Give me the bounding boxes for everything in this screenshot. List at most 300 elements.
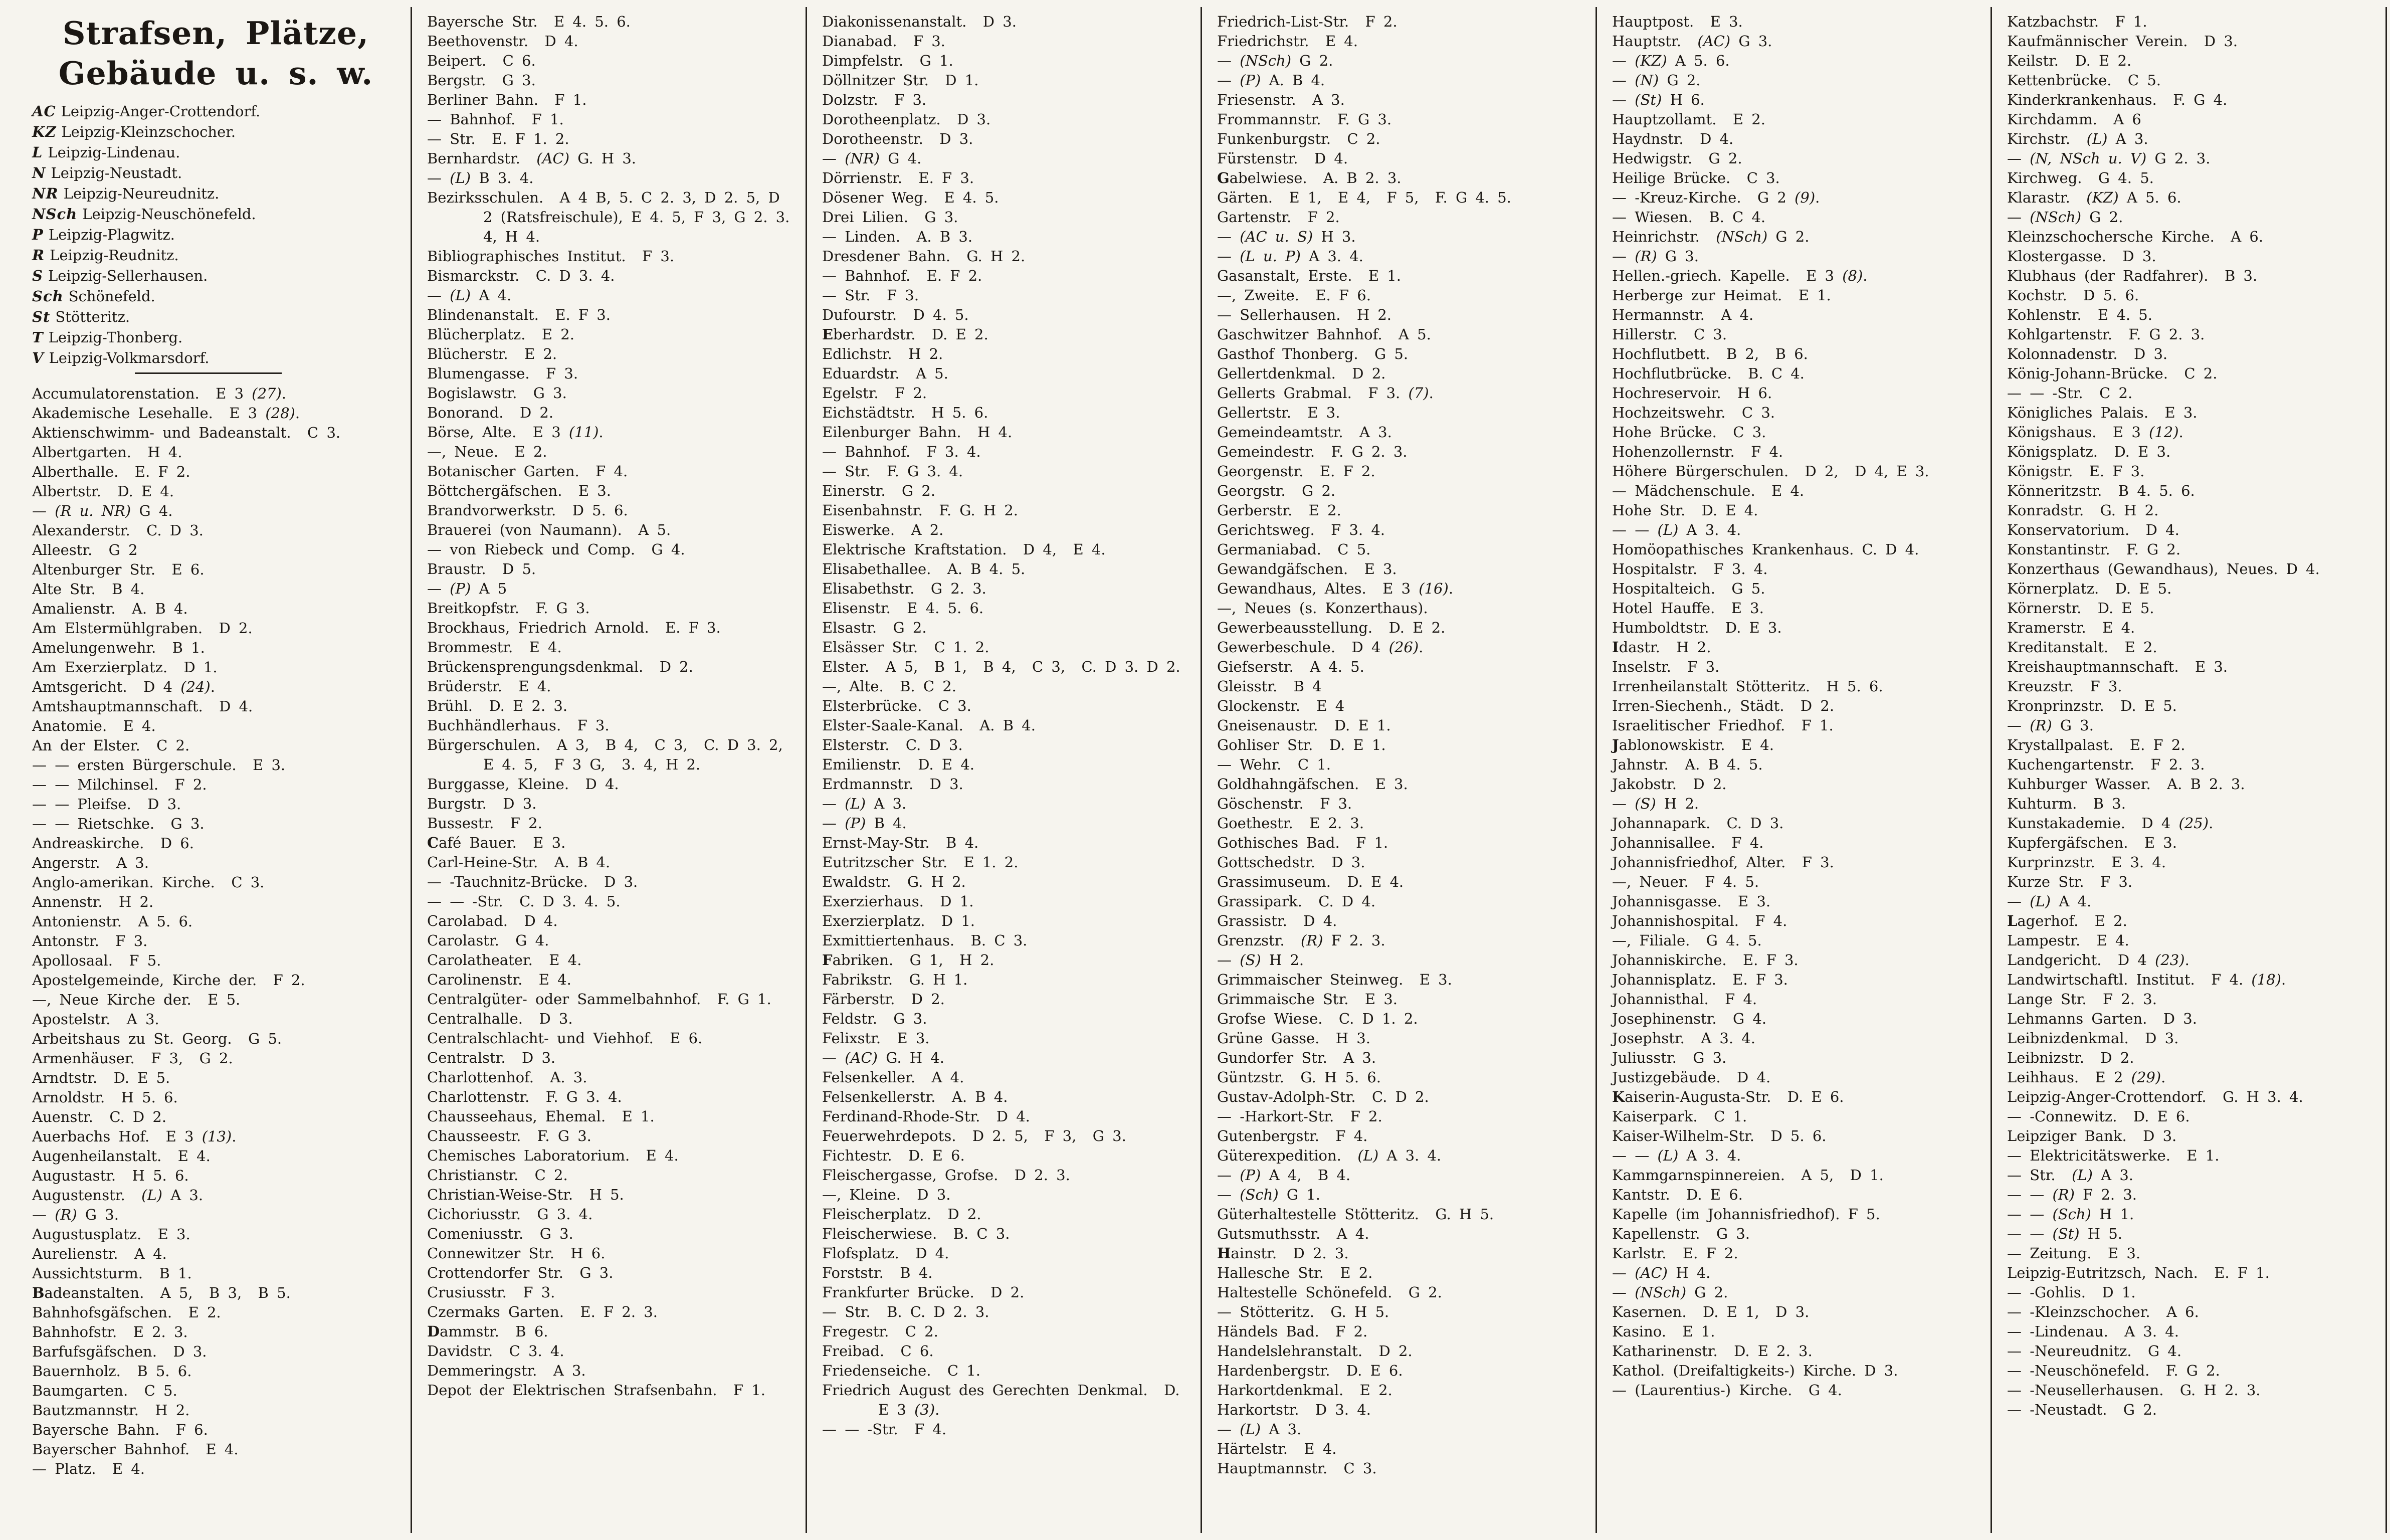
index-entry: Bezirksschulen. A 4 B, 5. C 2. 3, D 2. 5, D 2 (Ratsfreischule), E 4. 5, F 3, G 2. 3. 4, H 4. bbox=[427, 189, 798, 245]
index-entry: Fabriken. G 1, H 2. bbox=[822, 951, 994, 969]
index-entry: Arndtstr. D. E 5. bbox=[32, 1069, 170, 1086]
index-entry: Lampestr. E 4. bbox=[2007, 932, 2129, 949]
index-column-1 bbox=[17, 7, 412, 1533]
index-entry: Elster-Saale-Kanal. A. B 4. bbox=[822, 717, 1036, 734]
index-entry: Comeniusstr. G 3. bbox=[427, 1225, 573, 1242]
index-entry: Harkortstr. D 3. 4. bbox=[1217, 1401, 1371, 1418]
index-entry: Juliusstr. G 3. bbox=[1612, 1049, 1727, 1066]
index-entry: — (L) A 3. bbox=[822, 795, 907, 812]
index-entry: Handelslehranstalt. D 2. bbox=[1217, 1342, 1413, 1360]
index-entry: Kasernen. D. E 1, D 3. bbox=[1612, 1303, 1810, 1320]
index-entry: Centralhalle. D 3. bbox=[427, 1010, 573, 1027]
index-entry: Chausseehaus, Ehemal. E 1. bbox=[427, 1108, 655, 1125]
abbreviation-code: V bbox=[32, 349, 44, 366]
index-entry: Kleinzschochersche Kirche. A 6. bbox=[2007, 228, 2264, 245]
index-entry: Börse, Alte. E 3 (11). bbox=[427, 424, 604, 441]
index-entry: Leibnizdenkmal. D 3. bbox=[2007, 1030, 2179, 1047]
index-entry: Breitkopfstr. F. G 3. bbox=[427, 600, 590, 617]
abbreviation-item bbox=[32, 163, 400, 183]
index-entry: Bogislawstr. G 3. bbox=[427, 384, 567, 402]
index-entry: — (AC u. S) H 3. bbox=[1217, 228, 1356, 245]
index-entry: Kurprinzstr. E 3. 4. bbox=[2007, 854, 2166, 871]
page-title-line2: Gebäude u. s. w. bbox=[58, 55, 373, 92]
index-entry: Bayersche Bahn. F 6. bbox=[32, 1421, 208, 1438]
index-entry: Braustr. D 5. bbox=[427, 560, 536, 578]
index-entry: — (P) A 5 bbox=[427, 580, 507, 597]
index-entry: — (L) A 4. bbox=[2007, 893, 2092, 910]
abbreviation-name: Schönefeld. bbox=[68, 288, 155, 305]
index-entry: Eberhardstr. D. E 2. bbox=[822, 326, 988, 343]
index-entry: Johannapark. C. D 3. bbox=[1612, 815, 1784, 832]
index-entry: — Str. F. G 3. 4. bbox=[822, 463, 963, 480]
index-entry: — (R) G 3. bbox=[2007, 717, 2094, 734]
index-entry: Gellerts Grabmal. F 3. (7). bbox=[1217, 384, 1434, 402]
entry-list bbox=[822, 11, 1189, 1439]
index-entry: Kohlenstr. E 4. 5. bbox=[2007, 306, 2152, 323]
index-entry: Inselstr. F 3. bbox=[1612, 658, 1720, 675]
index-entry: Bahnhofsgäfschen. E 2. bbox=[32, 1304, 221, 1321]
index-entry: Kasino. E 1. bbox=[1612, 1323, 1715, 1340]
index-entry: Johannisallee. F 4. bbox=[1612, 834, 1764, 851]
index-entry: Goldhahngäfschen. E 3. bbox=[1217, 776, 1408, 793]
index-entry: Gewandgäfschen. E 3. bbox=[1217, 560, 1397, 578]
index-entry: Eichstädtstr. H 5. 6. bbox=[822, 404, 988, 421]
abbreviation-item bbox=[32, 183, 400, 204]
index-entry: Dianabad. F 3. bbox=[822, 33, 945, 50]
index-entry: — — (L) A 3. 4. bbox=[1612, 521, 1741, 538]
index-entry: Carolastr. G 4. bbox=[427, 932, 549, 949]
index-entry: Gaschwitzer Bahnhof. A 5. bbox=[1217, 326, 1431, 343]
index-entry: Carolinenstr. E 4. bbox=[427, 971, 571, 988]
index-entry: Dresdener Bahn. G. H 2. bbox=[822, 248, 1026, 265]
index-entry: Kammgarnspinnereien. A 5, D 1. bbox=[1612, 1167, 1884, 1184]
index-entry: Bahnhofstr. E 2. 3. bbox=[32, 1323, 188, 1340]
index-entry: Ewaldstr. G. H 2. bbox=[822, 873, 966, 890]
index-entry: Anatomie. E 4. bbox=[32, 717, 156, 734]
entry-list bbox=[2007, 11, 2374, 1420]
index-entry: Kirchstr. (L) A 3. bbox=[2007, 130, 2148, 147]
index-entry: Brommestr. E 4. bbox=[427, 639, 562, 656]
index-entry: Hillerstr. C 3. bbox=[1612, 326, 1727, 343]
abbreviation-code: Sch bbox=[32, 288, 64, 305]
index-entry: —, Neuer. F 4. 5. bbox=[1612, 873, 1759, 890]
index-entry: Dörrienstr. E. F 3. bbox=[822, 169, 974, 186]
abbreviation-code: N bbox=[32, 164, 46, 181]
index-entry: Angerstr. A 3. bbox=[32, 854, 149, 871]
index-entry: Albertstr. D. E 4. bbox=[32, 483, 174, 500]
index-entry: Kuhturm. B 3. bbox=[2007, 795, 2126, 812]
index-entry: Dösener Weg. E 4. 5. bbox=[822, 189, 999, 206]
index-entry: Hotel Hauffe. E 3. bbox=[1612, 600, 1764, 617]
index-entry: — von Riebeck und Comp. G 4. bbox=[427, 541, 685, 558]
index-entry: Augustastr. H 5. 6. bbox=[32, 1167, 189, 1184]
index-entry: Fichtestr. D. E 6. bbox=[822, 1147, 965, 1164]
index-entry: Leibnizstr. D 2. bbox=[2007, 1049, 2134, 1066]
index-entry: Konzerthaus (Gewandhaus), Neues. D 4. bbox=[2007, 560, 2320, 578]
index-entry: Hauptpost. E 3. bbox=[1612, 13, 1743, 30]
index-entry: Apostelstr. A 3. bbox=[32, 1011, 159, 1028]
index-entry: Konstantinstr. F. G 2. bbox=[2007, 541, 2181, 558]
index-entry: — — -Str. F 4. bbox=[822, 1421, 947, 1438]
index-entry: Humboldtstr. D. E 3. bbox=[1612, 619, 1782, 636]
index-entry: — Linden. A. B 3. bbox=[822, 228, 973, 245]
index-entry: Bibliographisches Institut. F 3. bbox=[427, 248, 675, 265]
index-entry: Amtshauptmannschaft. D 4. bbox=[32, 698, 253, 715]
index-entry: Bussestr. F 2. bbox=[427, 815, 542, 832]
index-entry: Am Elstermühlgraben. D 2. bbox=[32, 620, 253, 637]
index-entry: Germaniabad. C 5. bbox=[1217, 541, 1371, 558]
index-entry: Eutritzscher Str. E 1. 2. bbox=[822, 854, 1019, 871]
index-entry: Hermannstr. A 4. bbox=[1612, 306, 1754, 323]
index-entry: Johannisplatz. E. F 3. bbox=[1612, 971, 1788, 988]
index-entry: Eiswerke. A 2. bbox=[822, 521, 944, 538]
index-entry: Beipert. C 6. bbox=[427, 52, 536, 69]
index-entry: Frankfurter Brücke. D 2. bbox=[822, 1284, 1025, 1301]
abbreviation-code: St bbox=[32, 308, 51, 325]
index-entry: Feuerwehrdepots. D 2. 5, F 3, G 3. bbox=[822, 1127, 1126, 1144]
index-entry: Elsterstr. C. D 3. bbox=[822, 736, 963, 753]
index-entry: Hochflutbett. B 2, B 6. bbox=[1612, 345, 1808, 362]
index-entry: Gothisches Bad. F 1. bbox=[1217, 834, 1388, 851]
index-entry: — (St) H 6. bbox=[1612, 91, 1705, 108]
index-entry: Lagerhof. E 2. bbox=[2007, 912, 2127, 929]
index-entry: —, Neue Kirche der. E 5. bbox=[32, 991, 241, 1008]
index-entry: —, Filiale. G 4. 5. bbox=[1612, 932, 1762, 949]
legend-divider bbox=[135, 372, 282, 374]
index-entry: Könneritzstr. B 4. 5. 6. bbox=[2007, 482, 2195, 499]
index-entry: Kuchengartenstr. F 2. 3. bbox=[2007, 756, 2205, 773]
abbreviation-code: R bbox=[32, 247, 45, 264]
index-entry: Johannisfriedhof, Alter. F 3. bbox=[1612, 854, 1834, 871]
index-entry: — (KZ) A 5. 6. bbox=[1612, 52, 1730, 69]
index-entry: Katzbachstr. F 1. bbox=[2007, 13, 2147, 30]
index-entry: Bernhardstr. (AC) G. H 3. bbox=[427, 150, 637, 167]
index-entry: — — ersten Bürgerschule. E 3. bbox=[32, 756, 286, 774]
index-entry: — Wiesen. B. C 4. bbox=[1612, 209, 1766, 226]
index-entry: Königstr. E. F 3. bbox=[2007, 463, 2145, 480]
index-entry: Grimmaischer Steinweg. E 3. bbox=[1217, 971, 1452, 988]
index-entry: Chemisches Laboratorium. E 4. bbox=[427, 1147, 679, 1164]
index-entry: Grüne Gasse. H 3. bbox=[1217, 1030, 1370, 1047]
index-entry: Drei Lilien. G 3. bbox=[822, 209, 958, 226]
index-entry: Brühl. D. E 2. 3. bbox=[427, 697, 568, 714]
abbreviation-name: Leipzig-Reudnitz. bbox=[50, 247, 179, 264]
index-entry: Gewandhaus, Altes. E 3 (16). bbox=[1217, 580, 1454, 597]
index-entry: Gewerbeausstellung. D. E 2. bbox=[1217, 619, 1446, 636]
index-entry: Aktienschwimm- und Badeanstalt. C 3. bbox=[32, 424, 341, 441]
index-entry: — (N) G 2. bbox=[1612, 72, 1701, 89]
index-entry: —, Alte. B. C 2. bbox=[822, 678, 956, 695]
index-entry: — — (Sch) H 1. bbox=[2007, 1206, 2134, 1223]
index-entry: — (AC) H 4. bbox=[1612, 1264, 1711, 1281]
index-entry: Elsässer Str. C 1. 2. bbox=[822, 639, 989, 656]
index-entry: Exerzierplatz. D 1. bbox=[822, 912, 975, 929]
index-entry: Hauptstr. (AC) G 3. bbox=[1612, 33, 1772, 50]
index-entry: Georgstr. G 2. bbox=[1217, 482, 1336, 499]
index-entry: Heilige Brücke. C 3. bbox=[1612, 169, 1780, 186]
index-entry: Gärten. E 1, E 4, F 5, F. G 4. 5. bbox=[1217, 189, 1511, 206]
index-entry: Albertgarten. H 4. bbox=[32, 444, 182, 461]
index-entry: Gottschedstr. D 3. bbox=[1217, 854, 1365, 871]
index-entry: Gundorfer Str. A 3. bbox=[1217, 1049, 1376, 1066]
page-title: Strafsen, Plätze, bbox=[63, 15, 369, 52]
index-column-2 bbox=[412, 7, 807, 1533]
index-entry: Elektrische Kraftstation. D 4, E 4. bbox=[822, 541, 1106, 558]
index-entry: Klarastr. (KZ) A 5. 6. bbox=[2007, 189, 2181, 206]
index-entry: Blindenanstalt. E. F 3. bbox=[427, 306, 611, 323]
index-entry: Dimpfelstr. G 1. bbox=[822, 52, 953, 69]
index-entry: — (NSch) G 2. bbox=[2007, 209, 2123, 226]
index-entry: Jablonowskistr. E 4. bbox=[1612, 736, 1774, 753]
index-entry: — (L u. P) A 3. 4. bbox=[1217, 248, 1363, 265]
index-entry: Am Exerzierplatz. D 1. bbox=[32, 659, 218, 676]
index-entry: Böttchergäfschen. E 3. bbox=[427, 482, 611, 499]
index-entry: Irren-Siechenh., Städt. D 2. bbox=[1612, 697, 1835, 714]
index-entry: — Str. B. C. D 2. 3. bbox=[822, 1303, 989, 1320]
index-entry: Klubhaus (der Radfahrer). B 3. bbox=[2007, 267, 2258, 284]
index-entry: Blumengasse. F 3. bbox=[427, 365, 578, 382]
index-entry: Färberstr. D 2. bbox=[822, 991, 945, 1008]
index-entry: Felixstr. E 3. bbox=[822, 1030, 930, 1047]
index-entry: Döllnitzer Str. D 1. bbox=[822, 72, 979, 89]
index-entry: Aussichtsturm. B 1. bbox=[32, 1265, 192, 1282]
index-entry: Hallesche Str. E 2. bbox=[1217, 1264, 1373, 1281]
index-entry: Depot der Elektrischen Strafsenbahn. F 1. bbox=[427, 1382, 765, 1399]
index-entry: Gneisenaustr. D. E 1. bbox=[1217, 717, 1391, 734]
index-entry: Kathol. (Dreifaltigkeits-) Kirche. D 3. bbox=[1612, 1362, 1898, 1379]
index-entry: Bonorand. D 2. bbox=[427, 404, 554, 421]
index-entry: Landwirtschaftl. Institut. F 4. (18). bbox=[2007, 971, 2286, 988]
index-entry: Idastr. H 2. bbox=[1612, 639, 1711, 656]
abbreviation-code: P bbox=[32, 226, 44, 243]
index-entry: — -Neustadt. G 2. bbox=[2007, 1401, 2157, 1418]
index-entry: Armenhäuser. F 3, G 2. bbox=[32, 1050, 233, 1067]
index-entry: Crottendorfer Str. G 3. bbox=[427, 1264, 614, 1281]
index-entry: — (Sch) G 1. bbox=[1217, 1186, 1320, 1203]
index-entry: — -Kleinzschocher. A 6. bbox=[2007, 1303, 2199, 1320]
index-entry: — Mädchenschule. E 4. bbox=[1612, 482, 1805, 499]
index-entry: Freibad. C 6. bbox=[822, 1342, 934, 1360]
index-entry: Felsenkeller. A 4. bbox=[822, 1069, 964, 1086]
index-entry: Kramerstr. E 4. bbox=[2007, 619, 2135, 636]
index-entry: — (NSch) G 2. bbox=[1612, 1284, 1728, 1301]
index-entry: Kreuzstr. F 3. bbox=[2007, 678, 2122, 695]
index-entry: Krystallpalast. E. F 2. bbox=[2007, 736, 2185, 753]
abbreviation-item bbox=[32, 286, 400, 307]
abbreviation-name: Leipzig-Plagwitz. bbox=[48, 226, 175, 243]
abbreviation-item bbox=[32, 101, 400, 122]
index-entry: Centralgüter- oder Sammelbahnhof. F. G 1. bbox=[427, 991, 771, 1008]
index-entry: — Bahnhof. F 3. 4. bbox=[822, 443, 981, 460]
index-entry: Antonienstr. A 5. 6. bbox=[32, 913, 193, 930]
abbreviation-name: Leipzig-Sellerhausen. bbox=[48, 267, 208, 284]
index-entry: — (N, NSch u. V) G 2. 3. bbox=[2007, 150, 2211, 167]
index-entry: Königsplatz. D. E 3. bbox=[2007, 443, 2171, 460]
index-entry: Hohenzollernstr. F 4. bbox=[1612, 443, 1783, 460]
index-entry: Arnoldstr. H 5. 6. bbox=[32, 1089, 178, 1106]
index-entry: Elsterbrücke. C 3. bbox=[822, 697, 971, 714]
index-entry: Dorotheenstr. D 3. bbox=[822, 130, 973, 147]
index-entry: Fleischerwiese. B. C 3. bbox=[822, 1225, 1010, 1242]
index-entry: Grassimuseum. D. E 4. bbox=[1217, 873, 1404, 890]
index-entry: Kaiserin-Augusta-Str. D. E 6. bbox=[1612, 1088, 1844, 1105]
index-entry: Kochstr. D 5. 6. bbox=[2007, 287, 2139, 304]
index-entry: — (L) B 3. 4. bbox=[427, 169, 534, 186]
index-entry: — (P) B 4. bbox=[822, 815, 907, 832]
index-entry: Gerberstr. E 2. bbox=[1217, 502, 1341, 519]
index-entry: Haydnstr. D 4. bbox=[1612, 130, 1734, 147]
index-entry: — (NR) G 4. bbox=[822, 150, 922, 167]
index-entry: Gasanstalt, Erste. E 1. bbox=[1217, 267, 1401, 284]
index-entry: Kurze Str. F 3. bbox=[2007, 873, 2133, 890]
index-entry: Harkortdenkmal. E 2. bbox=[1217, 1382, 1392, 1399]
abbreviation-code: S bbox=[32, 267, 43, 284]
index-entry: Bauernholz. B 5. 6. bbox=[32, 1363, 192, 1380]
index-entry: Lange Str. F 2. 3. bbox=[2007, 991, 2157, 1008]
abbreviation-item bbox=[32, 122, 400, 142]
index-entry: Elisabethstr. G 2. 3. bbox=[822, 580, 986, 597]
index-entry: Friedrichstr. E 4. bbox=[1217, 33, 1358, 50]
index-entry: Gleisstr. B 4 bbox=[1217, 678, 1322, 695]
index-entry: Göschenstr. F 3. bbox=[1217, 795, 1352, 812]
index-entry: Johannishospital. F 4. bbox=[1612, 912, 1787, 929]
index-entry: — (R) G 3. bbox=[32, 1206, 119, 1223]
index-entry: Jakobstr. D 2. bbox=[1612, 776, 1727, 793]
index-entry: Centralstr. D 3. bbox=[427, 1049, 556, 1066]
index-entry: Landgericht. D 4 (23). bbox=[2007, 951, 2189, 969]
index-entry: Hochflutbrücke. B. C 4. bbox=[1612, 365, 1805, 382]
index-entry: Händels Bad. F 2. bbox=[1217, 1323, 1368, 1340]
index-entry: Kapelle (im Johannisfriedhof). F 5. bbox=[1612, 1206, 1880, 1223]
index-entry: Bayersche Str. E 4. 5. 6. bbox=[427, 13, 631, 30]
index-entry: Augustusplatz. E 3. bbox=[32, 1226, 190, 1243]
abbreviation-item bbox=[32, 348, 400, 368]
index-entry: Kaiserpark. C 1. bbox=[1612, 1108, 1747, 1125]
abbreviation-name: Leipzig-Neustadt. bbox=[51, 164, 182, 181]
index-entry: Christianstr. C 2. bbox=[427, 1167, 568, 1184]
index-entry: — — -Str. C. D 3. 4. 5. bbox=[427, 893, 621, 910]
index-entry: Amtsgericht. D 4 (24). bbox=[32, 678, 215, 695]
index-column-6 bbox=[1992, 7, 2387, 1533]
index-entry: Bergstr. G 3. bbox=[427, 72, 536, 89]
index-entry: Gasthof Thonberg. G 5. bbox=[1217, 345, 1409, 362]
index-entry: — (R) G 3. bbox=[1612, 248, 1699, 265]
index-entry: Davidstr. C 3. 4. bbox=[427, 1342, 564, 1360]
index-entry: Kantstr. D. E 6. bbox=[1612, 1186, 1743, 1203]
index-entry: Erdmannstr. D 3. bbox=[822, 776, 963, 793]
abbreviation-name: Leipzig-Neureudnitz. bbox=[63, 185, 220, 202]
index-entry: — (S) H 2. bbox=[1217, 951, 1304, 969]
index-entry: Bayerscher Bahnhof. E 4. bbox=[32, 1441, 239, 1458]
index-entry: — (L) A 4. bbox=[427, 287, 512, 304]
index-entry: Augenheilanstalt. E 4. bbox=[32, 1147, 211, 1165]
page-header bbox=[32, 13, 400, 93]
index-entry: Kunstakademie. D 4 (25). bbox=[2007, 815, 2214, 832]
index-entry: Crusiusstr. F 3. bbox=[427, 1284, 555, 1301]
index-entry: Cichoriusstr. G 3. 4. bbox=[427, 1206, 593, 1223]
index-entry: Egelstr. F 2. bbox=[822, 384, 927, 402]
abbreviation-name: Leipzig-Neuschönefeld. bbox=[82, 206, 256, 223]
index-entry: Güterhaltestelle Stötteritz. G. H 5. bbox=[1217, 1206, 1494, 1223]
abbreviation-code: L bbox=[32, 144, 43, 161]
index-column-3 bbox=[807, 7, 1202, 1533]
index-entry: Brauerei (von Naumann). A 5. bbox=[427, 521, 671, 538]
index-entry: Forststr. B 4. bbox=[822, 1264, 933, 1281]
index-entry: Badeanstalten. A 5, B 3, B 5. bbox=[32, 1284, 291, 1301]
index-entry: Grimmaische Str. E 3. bbox=[1217, 991, 1398, 1008]
index-entry: Karlstr. E. F 2. bbox=[1612, 1245, 1738, 1262]
index-entry: Elsastr. G 2. bbox=[822, 619, 927, 636]
index-entry: — -Tauchnitz-Brücke. D 3. bbox=[427, 873, 638, 890]
index-entry: Andreaskirche. D 6. bbox=[32, 835, 194, 852]
index-entry: Hellen.-griech. Kapelle. E 3 (8). bbox=[1612, 267, 1868, 284]
index-entry: Café Bauer. E 3. bbox=[427, 834, 566, 851]
index-entry: Kaiser-Wilhelm-Str. D 5. 6. bbox=[1612, 1127, 1827, 1144]
index-entry: Arbeitshaus zu St. Georg. G 5. bbox=[32, 1030, 282, 1047]
index-entry: Gutenbergstr. F 4. bbox=[1217, 1127, 1368, 1144]
index-entry: — Platz. E 4. bbox=[32, 1460, 145, 1477]
index-entry: Hochreservoir. H 6. bbox=[1612, 384, 1772, 402]
index-entry: Kaufmännischer Verein. D 3. bbox=[2007, 33, 2238, 50]
index-entry: Hardenbergstr. D. E 6. bbox=[1217, 1362, 1403, 1379]
index-entry: Chausseestr. F. G 3. bbox=[427, 1127, 591, 1144]
index-entry: Carl-Heine-Str. A. B 4. bbox=[427, 854, 611, 871]
index-entry: Härtelstr. E 4. bbox=[1217, 1440, 1337, 1457]
index-entry: Homöopathisches Krankenhaus. C. D 4. bbox=[1612, 541, 1919, 558]
index-entry: Ernst-May-Str. B 4. bbox=[822, 834, 979, 851]
index-entry: Kapellenstr. G 3. bbox=[1612, 1225, 1750, 1242]
abbreviation-list bbox=[32, 101, 400, 368]
index-entry: Akademische Lesehalle. E 3 (28). bbox=[32, 405, 300, 422]
index-entry: — Bahnhof. E. F 2. bbox=[822, 267, 982, 284]
index-entry: Gewerbeschule. D 4 (26). bbox=[1217, 639, 1424, 656]
index-entry: — Bahnhof. F 1. bbox=[427, 111, 564, 128]
index-entry: Leihhaus. E 2 (29). bbox=[2007, 1069, 2166, 1086]
index-entry: An der Elster. C 2. bbox=[32, 737, 190, 754]
abbreviation-name: Stötteritz. bbox=[55, 308, 130, 325]
index-entry: Fürstenstr. D 4. bbox=[1217, 150, 1348, 167]
index-entry: — (L) A 3. bbox=[1217, 1421, 1302, 1438]
entry-list bbox=[427, 11, 800, 1400]
index-entry: Leipzig-Anger-Crottendorf. G. H 3. 4. bbox=[2007, 1088, 2303, 1105]
index-entry: —, Kleine. D 3. bbox=[822, 1186, 951, 1203]
index-entry: Apostelgemeinde, Kirche der. F 2. bbox=[32, 972, 305, 989]
index-entry: Kreditanstalt. E 2. bbox=[2007, 639, 2157, 656]
index-entry: Grassipark. C. D 4. bbox=[1217, 893, 1376, 910]
index-entry: — -Neuschönefeld. F. G 2. bbox=[2007, 1362, 2220, 1379]
index-entry: Kreishauptmannschaft. E 3. bbox=[2007, 658, 2228, 675]
index-entry: — Wehr. C 1. bbox=[1217, 756, 1331, 773]
index-entry: Beethovenstr. D 4. bbox=[427, 33, 578, 50]
index-entry: Konservatorium. D 4. bbox=[2007, 521, 2179, 538]
index-entry: — Elektricitätswerke. E 1. bbox=[2007, 1147, 2220, 1164]
index-column-4 bbox=[1202, 7, 1597, 1533]
abbreviation-item bbox=[32, 225, 400, 245]
index-entry: Kettenbrücke. C 5. bbox=[2007, 72, 2161, 89]
index-entry: —, Neue. E 2. bbox=[427, 443, 547, 460]
index-entry: Anglo-amerikan. Kirche. C 3. bbox=[32, 874, 265, 891]
index-entry: Carolatheater. E 4. bbox=[427, 951, 582, 969]
index-entry: — -Connewitz. D. E 6. bbox=[2007, 1108, 2190, 1125]
index-entry: Hauptmannstr. C 3. bbox=[1217, 1460, 1377, 1477]
index-entry: Kuhburger Wasser. A. B 2. 3. bbox=[2007, 776, 2245, 793]
entry-list bbox=[1612, 11, 1979, 1400]
index-entry: Haltestelle Schönefeld. G 2. bbox=[1217, 1284, 1442, 1301]
index-entry: —, Neues (s. Konzerthaus). bbox=[1217, 600, 1428, 617]
index-entry: Flofsplatz. D 4. bbox=[822, 1245, 949, 1262]
index-entry: Goethestr. E 2. 3. bbox=[1217, 815, 1364, 832]
index-entry: — — Milchinsel. F 2. bbox=[32, 776, 207, 793]
